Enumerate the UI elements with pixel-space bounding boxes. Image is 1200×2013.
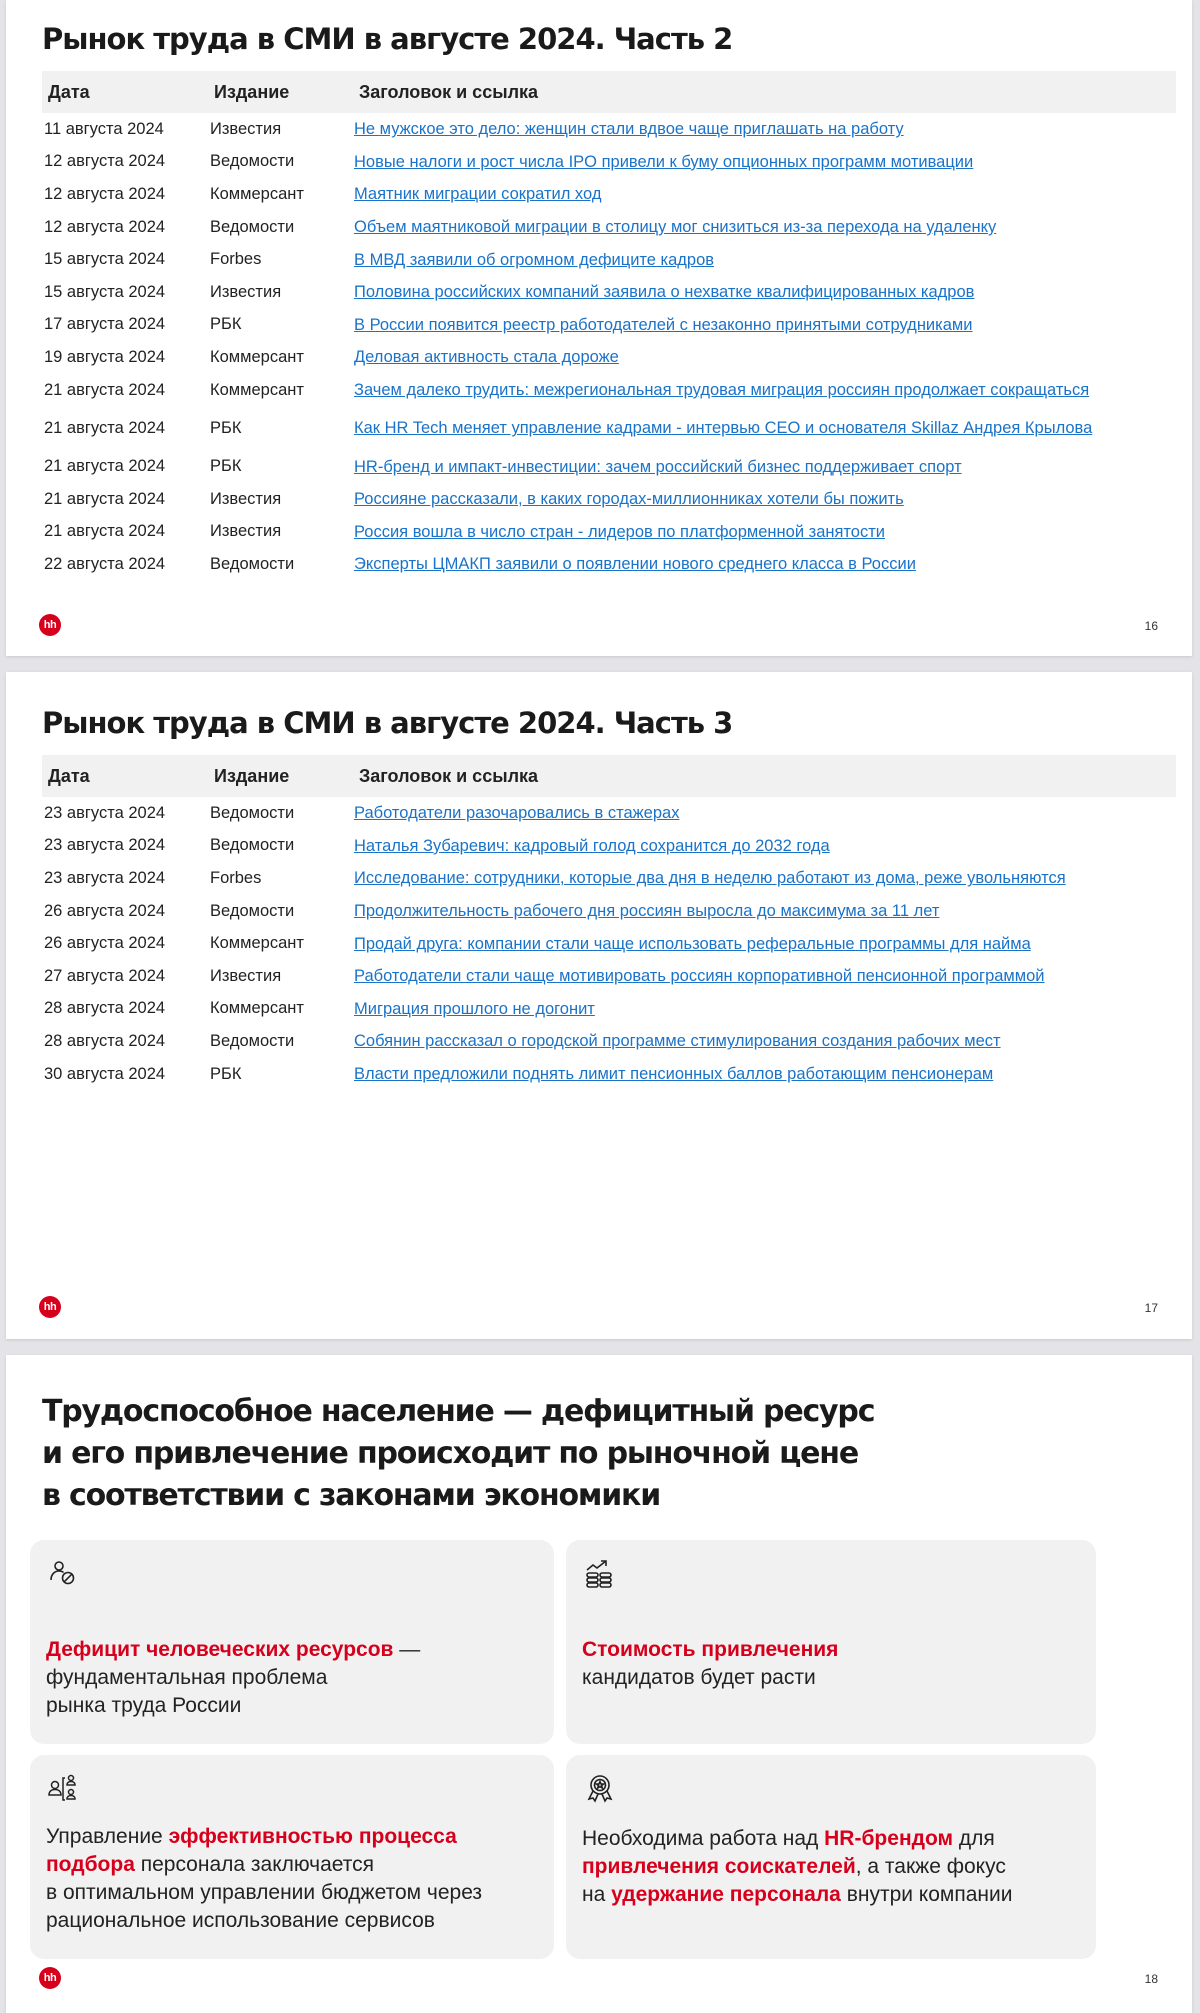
hh-logo: hh <box>39 614 61 636</box>
growth-coins-icon <box>584 1558 616 1590</box>
table-row <box>42 993 1176 1026</box>
body-text: внутри компании <box>840 1883 1013 1906</box>
body-text: персонала заключается <box>134 1853 375 1876</box>
article-link[interactable]: Россияне рассказали, в каких городах-миллионниках хотели бы пожить <box>354 490 904 509</box>
card-text <box>46 1823 482 1935</box>
row-source: Ведомости <box>210 836 295 855</box>
highlight-text: удержание персонала <box>611 1883 841 1906</box>
table-row <box>42 243 1176 276</box>
card-recruiting-efficiency <box>30 1755 554 1959</box>
row-source: Коммерсант <box>210 347 304 366</box>
news-table <box>42 71 1176 581</box>
title-line: и его привлечение происходит по рыночной цене <box>42 1436 858 1471</box>
row-source: Ведомости <box>210 901 295 920</box>
news-table <box>42 755 1176 1090</box>
body-text: на <box>582 1883 612 1906</box>
table-row <box>42 548 1176 581</box>
card-hiring-cost <box>566 1540 1096 1744</box>
row-source: Коммерсант <box>210 184 304 203</box>
highlight-text: подбора <box>46 1853 135 1876</box>
column-header-source: Издание <box>214 81 290 102</box>
row-source: Ведомости <box>210 803 295 822</box>
slide-18 <box>6 1355 1192 2013</box>
body-text: в оптимальном управлении бюджетом через <box>46 1881 483 1904</box>
row-date: 19 августа 2024 <box>44 347 166 366</box>
highlight-text: Дефицит человеческих ресурсов <box>46 1638 394 1661</box>
article-link[interactable]: В России появится реестр работодателей с незаконно принятыми сотрудниками <box>354 315 973 334</box>
article-link[interactable]: Маятник миграции сократил ход <box>354 185 602 204</box>
page-number: 17 <box>1144 1301 1158 1315</box>
row-source: Коммерсант <box>210 999 304 1018</box>
article-link[interactable]: Новые налоги и рост числа IPO привели к буму опционных программ мотивации <box>354 152 974 171</box>
table-row <box>42 178 1176 211</box>
row-date: 21 августа 2024 <box>44 418 166 437</box>
table-row <box>42 830 1176 863</box>
body-text: , а также фокус <box>855 1855 1006 1878</box>
row-date: 23 августа 2024 <box>44 803 166 822</box>
body-text: рынка труда России <box>46 1694 242 1717</box>
row-date: 28 августа 2024 <box>44 1031 166 1050</box>
article-link[interactable]: Эксперты ЦМАКП заявили о появлении нового среднего класса в России <box>354 555 916 574</box>
award-badge-icon <box>584 1773 616 1805</box>
table-row <box>42 146 1176 179</box>
article-link[interactable]: Наталья Зубаревич: кадровый голод сохранится до 2032 года <box>354 836 830 855</box>
page-number: 18 <box>1144 1972 1158 1986</box>
row-source: Коммерсант <box>210 934 304 953</box>
title-line: Трудоспособное население — дефицитный ресурс <box>42 1394 875 1429</box>
row-date: 12 августа 2024 <box>44 217 166 236</box>
row-source: РБК <box>210 457 242 476</box>
article-link[interactable]: Половина российских компаний заявила о нехватке квалифицированных кадров <box>354 283 975 302</box>
row-date: 12 августа 2024 <box>44 152 166 171</box>
column-header-date: Дата <box>48 81 90 102</box>
table-row <box>42 211 1176 244</box>
body-text: для <box>953 1827 995 1850</box>
table-row <box>42 960 1176 993</box>
article-link[interactable]: Не мужское это дело: женщин стали вдвое чаще приглашать на работу <box>354 120 904 139</box>
row-date: 17 августа 2024 <box>44 315 166 334</box>
hh-logo: hh <box>39 1296 61 1318</box>
table-header <box>42 71 1176 113</box>
page-number: 16 <box>1144 619 1158 633</box>
article-link[interactable]: В МВД заявили об огромном дефиците кадров <box>354 250 715 269</box>
table-row <box>42 862 1176 895</box>
row-date: 26 августа 2024 <box>44 901 166 920</box>
row-source: Известия <box>210 119 282 138</box>
row-date: 27 августа 2024 <box>44 966 166 985</box>
column-header-title: Заголовок и ссылка <box>359 81 539 102</box>
table-row <box>42 516 1176 549</box>
article-link[interactable]: HR-бренд и импакт-инвестиции: зачем российский бизнес поддерживает спорт <box>354 457 962 476</box>
row-source: Ведомости <box>210 152 295 171</box>
highlight-text: эффективностью процесса <box>168 1825 457 1848</box>
article-link[interactable]: Россия вошла в число стран - лидеров по платформенной занятости <box>354 522 885 541</box>
card-hr-brand <box>566 1755 1096 1959</box>
slide-title: Рынок труда в СМИ в августе 2024. Часть 2 <box>42 22 733 56</box>
table-row <box>42 797 1176 830</box>
row-source: РБК <box>210 1064 242 1083</box>
row-source: Известия <box>210 522 282 541</box>
table-row <box>42 927 1176 960</box>
table-row <box>42 374 1176 407</box>
body-text: Управление <box>46 1825 169 1848</box>
highlight-text: HR-брендом <box>824 1827 954 1850</box>
slide-title: Рынок труда в СМИ в августе 2024. Часть 3 <box>42 706 733 740</box>
row-source: Коммерсант <box>210 380 304 399</box>
row-date: 15 августа 2024 <box>44 250 166 269</box>
slide-17 <box>6 672 1192 1339</box>
card-text <box>582 1825 1012 1909</box>
article-link[interactable]: Продолжительность рабочего дня россиян выросла до максимума за 11 лет <box>354 902 940 921</box>
article-link[interactable]: Исследование: сотрудники, которые два дня в неделю работают из дома, реже увольняются <box>354 869 1066 888</box>
table-row <box>42 309 1176 342</box>
row-date: 23 августа 2024 <box>44 836 166 855</box>
row-date: 23 августа 2024 <box>44 868 166 887</box>
row-date: 21 августа 2024 <box>44 380 166 399</box>
column-header-title: Заголовок и ссылка <box>359 765 539 786</box>
team-hierarchy-icon <box>48 1773 80 1805</box>
row-source: Известия <box>210 282 282 301</box>
row-source: Forbes <box>210 868 262 887</box>
row-date: 21 августа 2024 <box>44 522 166 541</box>
row-source: Ведомости <box>210 554 295 573</box>
slide-16 <box>6 0 1192 656</box>
table-row <box>42 483 1176 516</box>
article-link[interactable]: Объем маятниковой миграции в столицу мог снизиться из-за перехода на удаленку <box>354 218 997 237</box>
row-date: 26 августа 2024 <box>44 934 166 953</box>
card-text <box>582 1636 838 1692</box>
table-row <box>42 450 1176 483</box>
highlight-text: привлечения соискателей <box>582 1855 856 1878</box>
row-date: 30 августа 2024 <box>44 1064 166 1083</box>
highlight-text: Стоимость привлечения <box>582 1638 839 1661</box>
body-text: фундаментальная проблема <box>46 1666 328 1689</box>
article-link[interactable]: Продай друга: компании стали чаще использовать реферальные программы для найма <box>354 934 1031 953</box>
table-row <box>42 341 1176 374</box>
row-source: Forbes <box>210 250 262 269</box>
title-line: в соответствии с законами экономики <box>42 1478 661 1513</box>
slide-title <box>42 1391 874 1517</box>
row-date: 28 августа 2024 <box>44 999 166 1018</box>
table-body <box>42 797 1176 1090</box>
table-row <box>42 276 1176 309</box>
row-date: 12 августа 2024 <box>44 184 166 203</box>
table-row <box>42 1025 1176 1058</box>
row-date: 11 августа 2024 <box>44 119 164 138</box>
article-link[interactable]: Зачем далеко трудить: межрегиональная трудовая миграция россиян продолжает сокращаться <box>354 381 1090 400</box>
body-text: кандидатов будет расти <box>582 1666 816 1689</box>
hh-logo: hh <box>39 1967 61 1989</box>
row-source: Ведомости <box>210 1031 295 1050</box>
row-date: 15 августа 2024 <box>44 282 166 301</box>
row-date: 21 августа 2024 <box>44 457 166 476</box>
person-blocked-icon <box>48 1558 80 1590</box>
row-date: 21 августа 2024 <box>44 489 166 508</box>
body-text: Необходима работа над <box>582 1827 825 1850</box>
table-row <box>42 406 1176 450</box>
body-text: — <box>393 1638 421 1661</box>
article-link[interactable]: Как HR Tech меняет управление кадрами - интервью CEO и основателя Skillaz Андрея Крылова <box>354 419 1093 438</box>
body-text: рациональное использование сервисов <box>46 1909 435 1932</box>
article-link[interactable]: Работодатели стали чаще мотивировать россиян корпоративной пенсионной программой <box>354 967 1045 986</box>
column-header-source: Издание <box>214 765 290 786</box>
card-text <box>46 1636 420 1720</box>
article-link[interactable]: Миграция прошлого не догонит <box>354 999 595 1018</box>
row-source: РБК <box>210 418 242 437</box>
card-hr-deficit <box>30 1540 554 1744</box>
article-link[interactable]: Собянин рассказал о городской программе стимулирования создания рабочих мест <box>354 1032 1001 1051</box>
row-source: Ведомости <box>210 217 295 236</box>
article-link[interactable]: Работодатели разочаровались в стажерах <box>354 804 680 823</box>
table-row <box>42 1058 1176 1091</box>
row-date: 22 августа 2024 <box>44 554 166 573</box>
table-row <box>42 113 1176 146</box>
table-body <box>42 113 1176 581</box>
column-header-date: Дата <box>48 765 90 786</box>
row-source: РБК <box>210 315 242 334</box>
row-source: Известия <box>210 489 282 508</box>
table-row <box>42 895 1176 928</box>
article-link[interactable]: Власти предложили поднять лимит пенсионных баллов работающим пенсионерам <box>354 1065 994 1084</box>
table-header <box>42 755 1176 797</box>
row-source: Известия <box>210 966 282 985</box>
article-link[interactable]: Деловая активность стала дороже <box>354 348 619 367</box>
